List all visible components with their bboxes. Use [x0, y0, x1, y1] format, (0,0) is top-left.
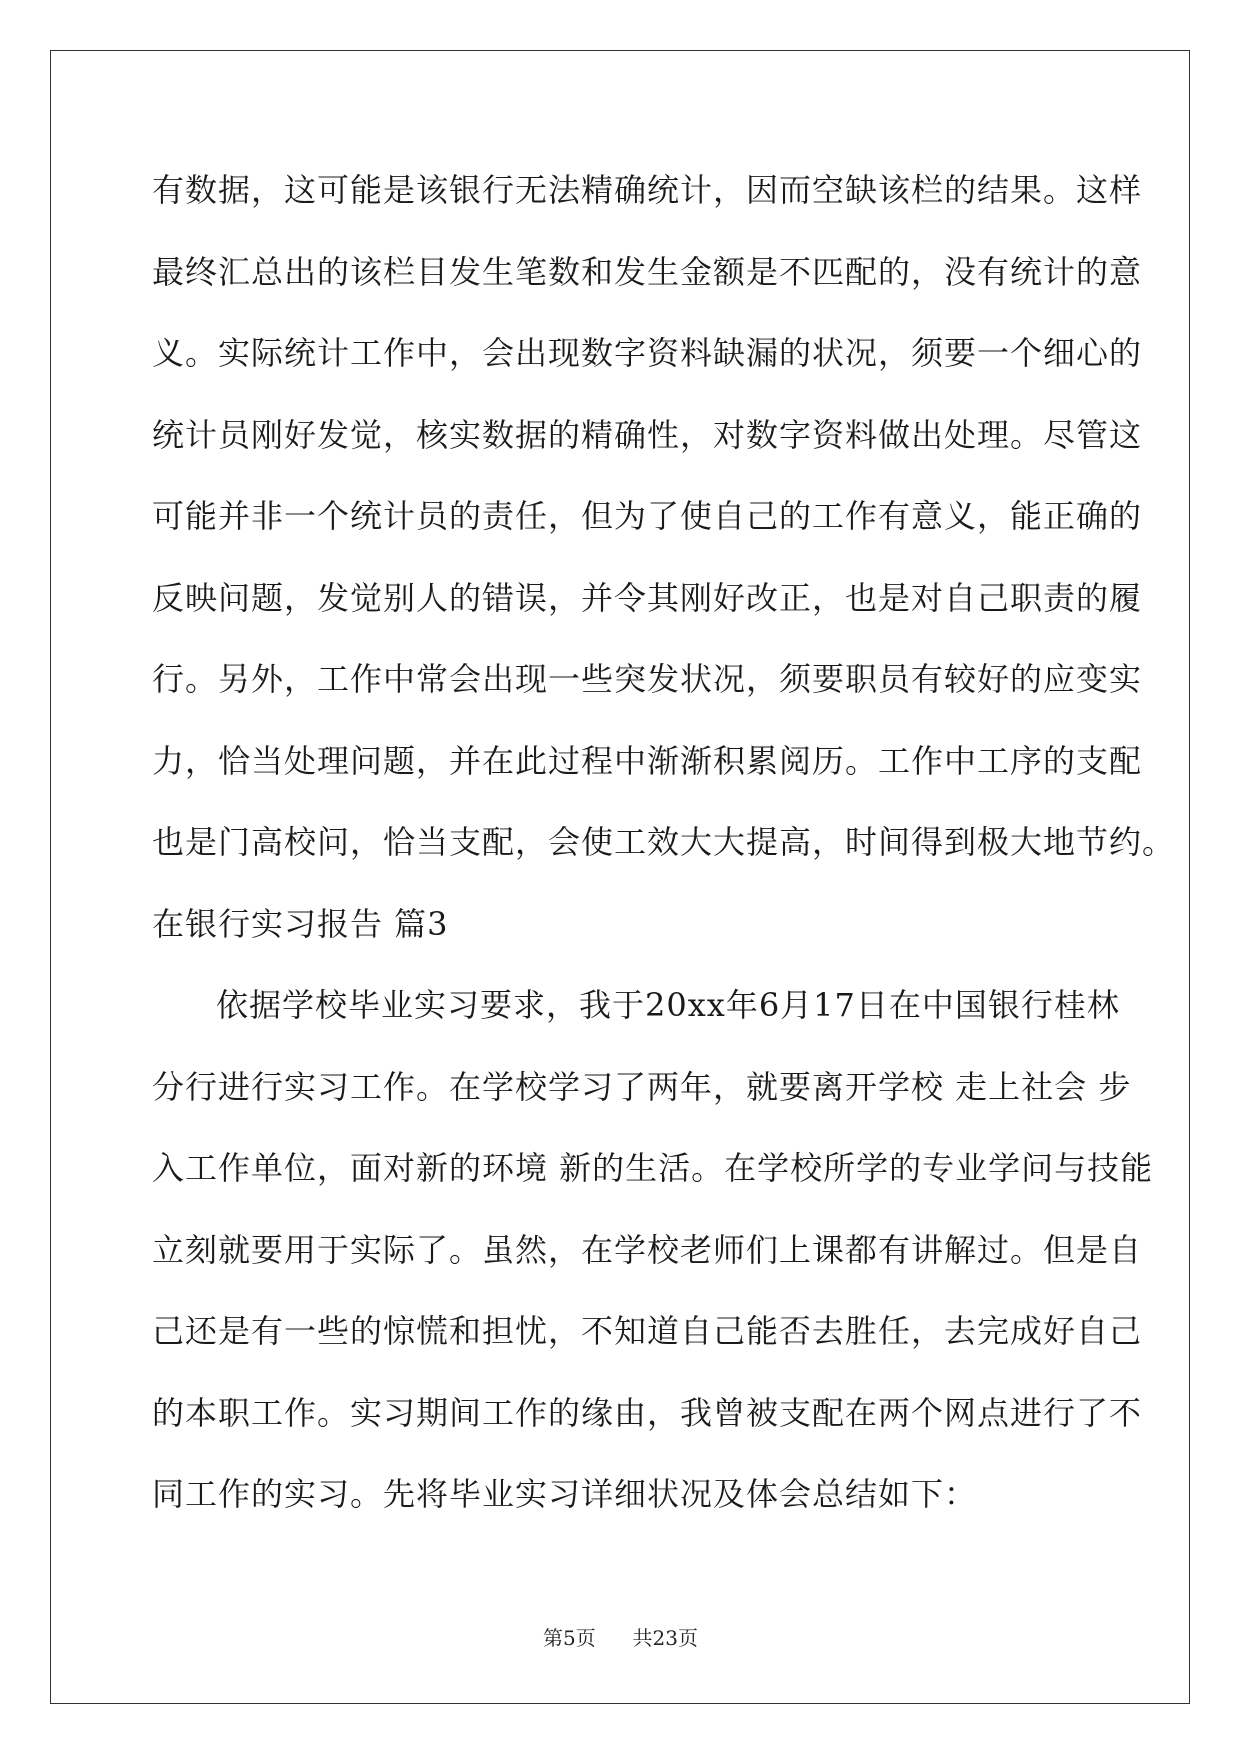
body-line-6: 反映问题，发觉别人的错误，并令其刚好改正，也是对自己职责的履 — [152, 578, 1143, 617]
page-total: 共23页 — [632, 1626, 698, 1650]
section-line-4: 立刻就要用于实际了。虽然，在学校老师们上课都有讲解过。但是自 — [152, 1230, 1143, 1269]
body-line-3: 义。实际统计工作中，会出现数字资料缺漏的状况，须要一个细心的 — [152, 334, 1143, 372]
body-line-5: 可能并非一个统计员的责任，但为了使自己的工作有意义，能正确的 — [152, 497, 1143, 535]
page-footer — [0, 1622, 1241, 1651]
body-line-4: 统计员刚好发觉，核实数据的精确性，对数字资料做出处理。尽管这 — [152, 415, 1143, 454]
body-line-9: 也是门高校问，恰当支配，会使工效大大提高，时间得到极大地节约。 — [152, 823, 1176, 861]
document-body — [152, 165, 1176, 1551]
body-line-7: 行。另外，工作中常会出现一些突发状况，须要职员有较好的应变实 — [152, 660, 1143, 698]
section-line-3: 入工作单位，面对新的环境 新的生活。在学校所学的专业学问与技能 — [152, 1149, 1154, 1187]
body-line-2: 最终汇总出的该栏目发生笔数和发生金额是不匹配的，没有统计的意 — [152, 252, 1143, 291]
section-line-1: 依据学校毕业实习要求，我于20xx年6月17日在中国银行桂林 — [216, 986, 1120, 1024]
section-heading: 在银行实习报告 篇3 — [152, 904, 449, 943]
body-line-1: 有数据，这可能是该银行无法精确统计，因而空缺该栏的结果。这样 — [152, 171, 1143, 209]
page-number: 第5页 — [543, 1626, 596, 1650]
section-line-5: 己还是有一些的惊慌和担忧，不知道自己能否去胜任，去完成好自己 — [152, 1312, 1143, 1350]
section-line-2: 分行进行实习工作。在学校学习了两年，就要离开学校 走上社会 步 — [152, 1067, 1132, 1106]
body-line-8: 力，恰当处理问题，并在此过程中渐渐积累阅历。工作中工序的支配 — [152, 741, 1143, 780]
section-line-7: 同工作的实习。先将毕业实习详细状况及体会总结如下： — [152, 1475, 978, 1513]
section-line-6: 的本职工作。实习期间工作的缘由，我曾被支配在两个网点进行了不 — [152, 1393, 1143, 1432]
